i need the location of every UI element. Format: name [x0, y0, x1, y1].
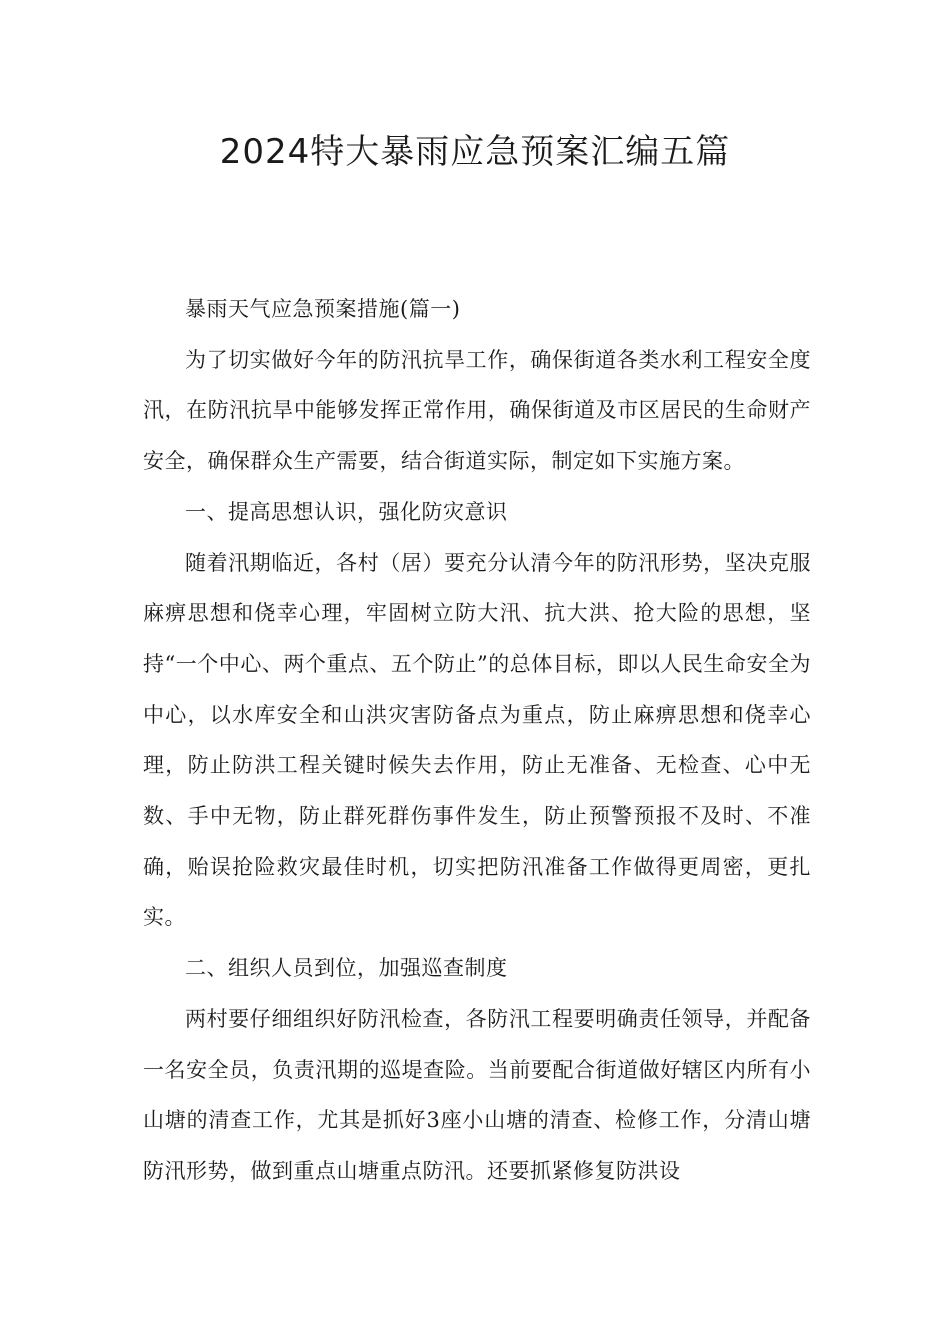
section-heading-part-one: 暴雨天气应急预案措施(篇一)	[185, 297, 461, 321]
section-heading-one: 一、提高思想认识，强化防灾意识	[185, 499, 508, 524]
section-heading-two: 二、组织人员到位，加强巡查制度	[185, 956, 508, 981]
section-two-paragraph: 两村要仔细组织好防汛检查，各防汛工程要明确责任领导，并配备一名安全员，负责汛期的巡堤查险。当前要配合街道做好辖区内所有小山塘的清查工作，尤其是抓好3座小山塘的清查、检修工作，分清山塘防汛形势，做到重点山塘重点防汛。还要抓紧修复防洪设	[143, 1006, 811, 1183]
intro-paragraph: 为了切实做好今年的防汛抗旱工作，确保街道各类水利工程安全度汛，在防汛抗旱中能够发挥正常作用，确保街道及市区居民的生命财产安全，确保群众生产需要，结合街道实际，制定如下实施方案。	[143, 347, 811, 474]
section-one-paragraph: 随着汛期临近，各村（居）要充分认清今年的防汛形势，坚决克服麻痹思想和侥幸心理，牢固树立防大汛、抗大洪、抢大险的思想，坚持“一个中心、两个重点、五个防止”的总体目标，即以人民生命安全为中心，以水库安全和山洪灾害防备点为重点，防止麻痹思想和侥幸心理，防止防洪工程关键时候失去作用，防止无准备、无检查、心中无数、手中无物，防止群死群伤事件发生，防止预警预报不及时、不准确，贻误抢险救灾最佳时机，切实把防汛准备工作做得更周密，更扎实。	[143, 550, 811, 930]
document-body	[143, 284, 811, 1197]
document-title: 2024特大暴雨应急预案汇编五篇	[219, 132, 731, 172]
